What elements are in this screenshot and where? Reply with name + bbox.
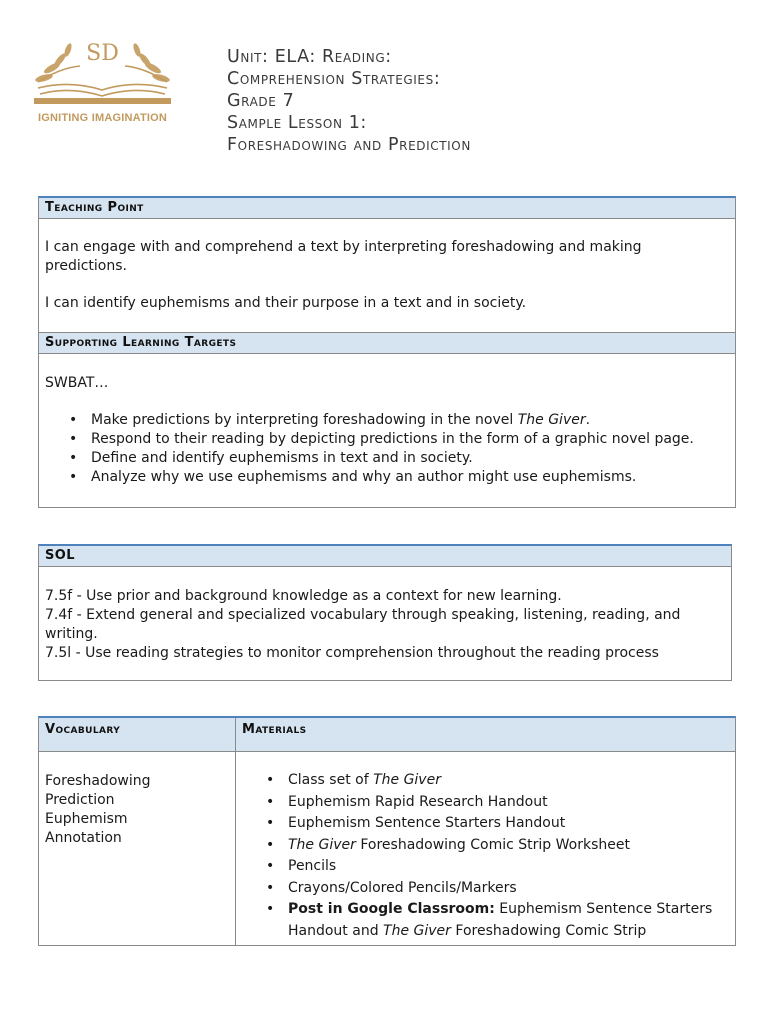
material-item [288,856,729,878]
text-run: Crayons/Colored Pencils/Markers [288,879,517,896]
text-run: Foreshadowing Comic Strip [450,922,647,939]
sol-standard: 7.5f - Use prior and background knowledge as a context for new learning. [45,588,562,604]
teaching-point-body [39,219,735,332]
material-item [288,770,729,792]
unit-title [227,46,471,156]
vocabulary-word: Prediction [45,792,115,808]
vocabulary-word: Annotation [45,830,122,846]
teaching-point-text: I can engage with and comprehend a text by interpreting foreshadowing and making predictions. [45,239,642,274]
text-run: Euphemism Sentence Starters Handout and [288,901,713,939]
learning-targets-intro: SWBAT… [45,375,109,391]
materials-cell [236,752,736,946]
text-run: The Giver [373,772,441,788]
title-line: Comprehension Strategies: [227,69,441,89]
material-item [288,792,729,814]
sol-table [38,544,732,681]
text-run: Make predictions by interpreting foreshadowing in the novel [91,412,518,428]
material-item [288,813,729,835]
text-run: Analyze why we use euphemisms and why an author might use euphemisms. [91,469,637,485]
vocabulary-heading: Vocabulary [39,718,236,752]
text-run: . [585,412,591,428]
sol-heading: SOL [39,546,731,567]
text-run: The Giver [288,836,356,853]
learning-targets-list [45,411,727,487]
title-line: Sample Lesson 1: [227,113,367,133]
sol-body [39,567,731,663]
text-run: Respond to their reading by depicting predictions in the form of a graphic novel page. [91,431,694,447]
vocabulary-word: Foreshadowing [45,773,151,789]
teaching-point-heading: Teaching Point [39,198,735,219]
sol-standard: 7.4f - Extend general and specialized vocabulary through speaking, listening, reading, and writing. [45,607,681,642]
district-logo [30,38,175,128]
laurel-book-emblem [30,38,175,116]
vocabulary-cell [39,752,236,946]
text-run: Euphemism Rapid Research Handout [288,793,548,810]
logo-letters: SD [86,41,119,66]
teaching-point-text: I can identify euphemisms and their purpose in a text and in society. [45,295,527,311]
material-item [288,835,729,857]
logo-tagline: IGNITING IMAGINATION [37,112,168,124]
learning-target-item [91,430,727,449]
vocabulary-word: Euphemism [45,811,128,827]
vocabulary-materials-table [38,716,736,946]
learning-target-item [91,449,727,468]
materials-list [242,770,729,942]
learning-target-item [91,468,727,487]
sol-standard: 7.5l - Use reading strategies to monitor comprehension throughout the reading process [45,645,659,661]
material-item [288,878,729,900]
text-run: The Giver [383,922,451,939]
text-run: The Giver [517,412,586,428]
material-item [288,899,729,942]
materials-heading: Materials [236,718,736,752]
text-run: Pencils [288,858,337,874]
text-run: Define and identify euphemisms in text and in society. [91,450,473,466]
title-line: Unit: ELA: Reading: [227,47,392,67]
text-run: Euphemism Sentence Starters Handout [288,815,566,831]
title-line: Foreshadowing and Prediction [227,135,471,155]
learning-targets-heading: Supporting Learning Targets [39,332,735,354]
teaching-point-table [38,196,736,508]
text-run: Class set of [288,772,374,788]
learning-target-item [91,411,727,430]
text-run: Post in Google Classroom: [288,901,495,917]
text-run: Foreshadowing Comic Strip Worksheet [355,836,630,853]
learning-targets-body [39,354,735,487]
title-line: Grade 7 [227,91,295,111]
